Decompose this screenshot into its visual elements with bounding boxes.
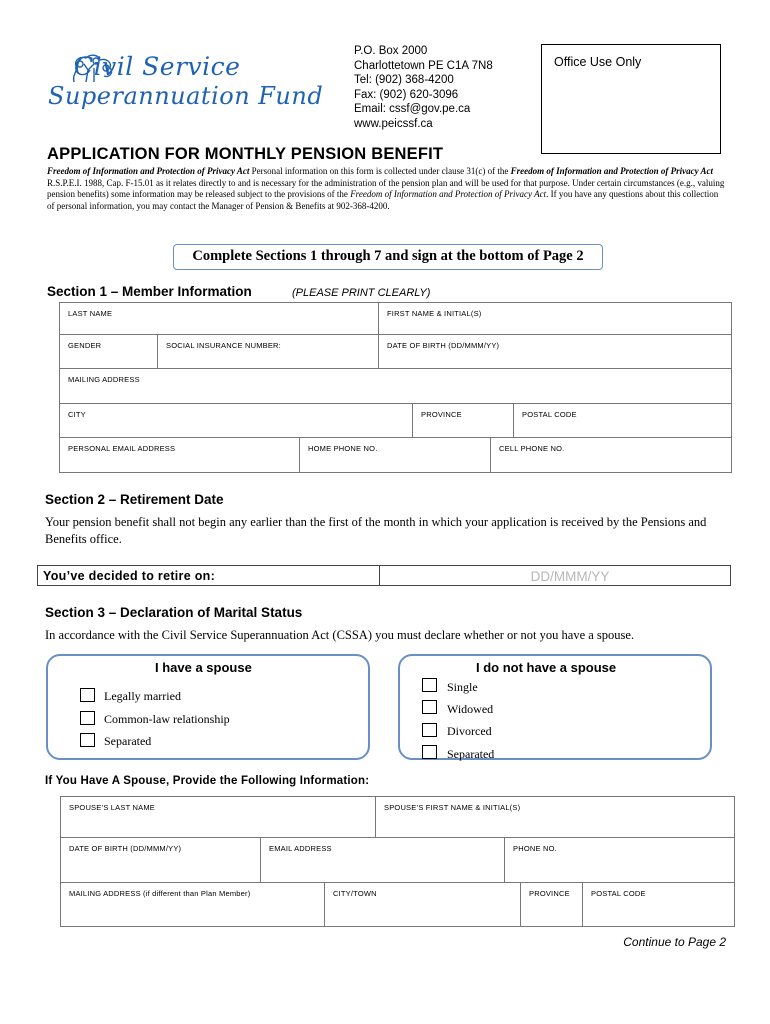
email-label: PERSONAL EMAIL ADDRESS — [68, 444, 176, 453]
retire-date-input[interactable]: DD/MMM/YY — [380, 565, 731, 586]
legally-married-label: Legally married — [104, 689, 181, 703]
spouse-province-field[interactable] — [520, 882, 583, 927]
city-label: CITY — [68, 410, 86, 419]
section3-heading: Section 3 – Declaration of Marital Status — [45, 605, 303, 620]
spouse-postal-label: POSTAL CODE — [591, 889, 646, 898]
spouse-first-name-field[interactable] — [375, 796, 735, 838]
dob-field[interactable] — [378, 334, 732, 369]
spouse-dob-field[interactable] — [60, 837, 261, 883]
logo-text-line1: Civil Service — [74, 52, 241, 81]
section2-text: Your pension benefit shall not begin any earlier than the first of the month in which your application is received by the Pensions and Benefits office. — [45, 515, 707, 546]
spouse-postal-field[interactable] — [582, 882, 735, 927]
spouse-last-name-label: SPOUSE’S LAST NAME — [69, 803, 155, 812]
province-label: PROVINCE — [421, 410, 462, 419]
sin-field[interactable] — [157, 334, 379, 369]
home-phone-field[interactable] — [299, 437, 491, 473]
mailing-address-field[interactable] — [59, 368, 732, 404]
first-name-field[interactable] — [378, 302, 732, 335]
spouse-email-field[interactable] — [260, 837, 505, 883]
spouse-province-label: PROVINCE — [529, 889, 570, 898]
widowed-checkbox[interactable] — [422, 700, 437, 714]
single-label: Single — [447, 680, 478, 694]
no-spouse-title: I do not have a spouse — [476, 660, 617, 675]
province-field[interactable] — [412, 403, 514, 438]
email-field[interactable] — [59, 437, 300, 473]
city-field[interactable] — [59, 403, 413, 438]
gender-field[interactable] — [59, 334, 158, 369]
divorced-checkbox[interactable] — [422, 723, 437, 737]
first-name-label: FIRST NAME & INITIAL(S) — [387, 309, 482, 318]
spouse-info-heading: If You Have A Spouse, Provide the Following Information: — [45, 775, 370, 787]
retire-date-label: You’ve decided to retire on: — [37, 565, 380, 586]
spouse-email-label: EMAIL ADDRESS — [269, 844, 332, 853]
postal-code-label: POSTAL CODE — [522, 410, 577, 419]
privacy-text-3: . If you have any questions about this collection of personal information, you may contact the Manager of Pension & Benefits at 902-368-4200. — [47, 189, 719, 211]
mailing-address-label: MAILING ADDRESS — [68, 375, 140, 384]
common-law-label: Common-law relationship — [104, 712, 230, 726]
spouse-phone-field[interactable] — [504, 837, 735, 883]
cell-phone-field[interactable] — [490, 437, 732, 473]
sin-label: SOCIAL INSURANCE NUMBER: — [166, 341, 281, 350]
spouse-city-field[interactable] — [324, 882, 521, 927]
cell-phone-label: CELL PHONE NO. — [499, 444, 565, 453]
widowed-label: Widowed — [447, 702, 494, 716]
section2-heading: Section 2 – Retirement Date — [45, 492, 224, 507]
section3-text: In accordance with the Civil Service Superannuation Act (CSSA) you must declare whether or not you have a spouse. — [45, 628, 635, 642]
postal-code-field[interactable] — [513, 403, 732, 438]
spouse-dob-label: DATE OF BIRTH (DD/MMM/YY) — [69, 844, 182, 853]
spouse-first-name-label: SPOUSE’S FIRST NAME & INITIAL(S) — [384, 803, 521, 812]
home-phone-label: HOME PHONE NO. — [308, 444, 378, 453]
privacy-text-1: Personal information on this form is collected under clause 31(c) of the — [249, 166, 511, 176]
spouse-phone-label: PHONE NO. — [513, 844, 557, 853]
office-use-box — [541, 44, 721, 154]
privacy-act-name-3: Freedom of Information and Protection of Privacy Act — [350, 189, 547, 200]
separated-spouse-checkbox[interactable] — [80, 733, 95, 747]
contact-tel: Tel: (902) 368-4200 — [354, 74, 454, 87]
privacy-act-name-2: Freedom of Information and Protection of Privacy Act — [510, 166, 713, 176]
privacy-notice — [47, 166, 725, 212]
last-name-label: LAST NAME — [68, 309, 113, 318]
office-use-label: Office Use Only — [554, 55, 642, 69]
privacy-act-name-1: Freedom of Information and Protection of Privacy Act — [47, 166, 250, 176]
contact-web: www.peicssf.ca — [354, 117, 433, 130]
page-title: APPLICATION FOR MONTHLY PENSION BENEFIT — [47, 145, 444, 163]
section1-heading: Section 1 – Member Information — [47, 284, 252, 299]
last-name-field[interactable] — [59, 302, 379, 335]
divorced-label: Divorced — [447, 724, 492, 738]
separated-checkbox[interactable] — [422, 745, 437, 759]
spouse-last-name-field[interactable] — [60, 796, 376, 838]
dob-label: DATE OF BIRTH (DD/MMM/YY) — [387, 341, 500, 350]
section1-subheading: (PLEASE PRINT CLEARLY) — [292, 287, 431, 299]
common-law-checkbox[interactable] — [80, 711, 95, 725]
contact-city: Charlottetown PE C1A 7N8 — [354, 59, 493, 72]
privacy-text-2: R.S.P.E.I. 1988, Cap. F-15.01 as it relates directly to and is necessary for the administration of the pension plan and will be used for that purpose. Under certain circumstances (e.g., valuing pension benefits) some information may be released subject to the provisions of the — [47, 177, 725, 200]
continue-note: Continue to Page 2 — [623, 935, 726, 949]
spouse-mailing-field[interactable] — [60, 882, 325, 927]
single-checkbox[interactable] — [422, 678, 437, 692]
separated-spouse-label: Separated — [104, 734, 152, 748]
have-spouse-title: I have a spouse — [155, 660, 252, 675]
contact-email: Email: cssf@gov.pe.ca — [354, 103, 471, 116]
contact-fax: Fax: (902) 620-3096 — [354, 88, 459, 101]
legally-married-checkbox[interactable] — [80, 688, 95, 702]
spouse-city-label: CITY/TOWN — [333, 889, 377, 898]
complete-sections-note: Complete Sections 1 through 7 and sign at the bottom of Page 2 — [173, 244, 603, 270]
contact-block — [354, 44, 493, 132]
logo-text-line2: Superannuation Fund — [48, 82, 324, 110]
separated-label: Separated — [447, 747, 495, 761]
spouse-mailing-label: MAILING ADDRESS (if different than Plan Member) — [69, 889, 251, 898]
contact-po-box: P.O. Box 2000 — [354, 45, 428, 57]
gender-label: GENDER — [68, 341, 102, 350]
